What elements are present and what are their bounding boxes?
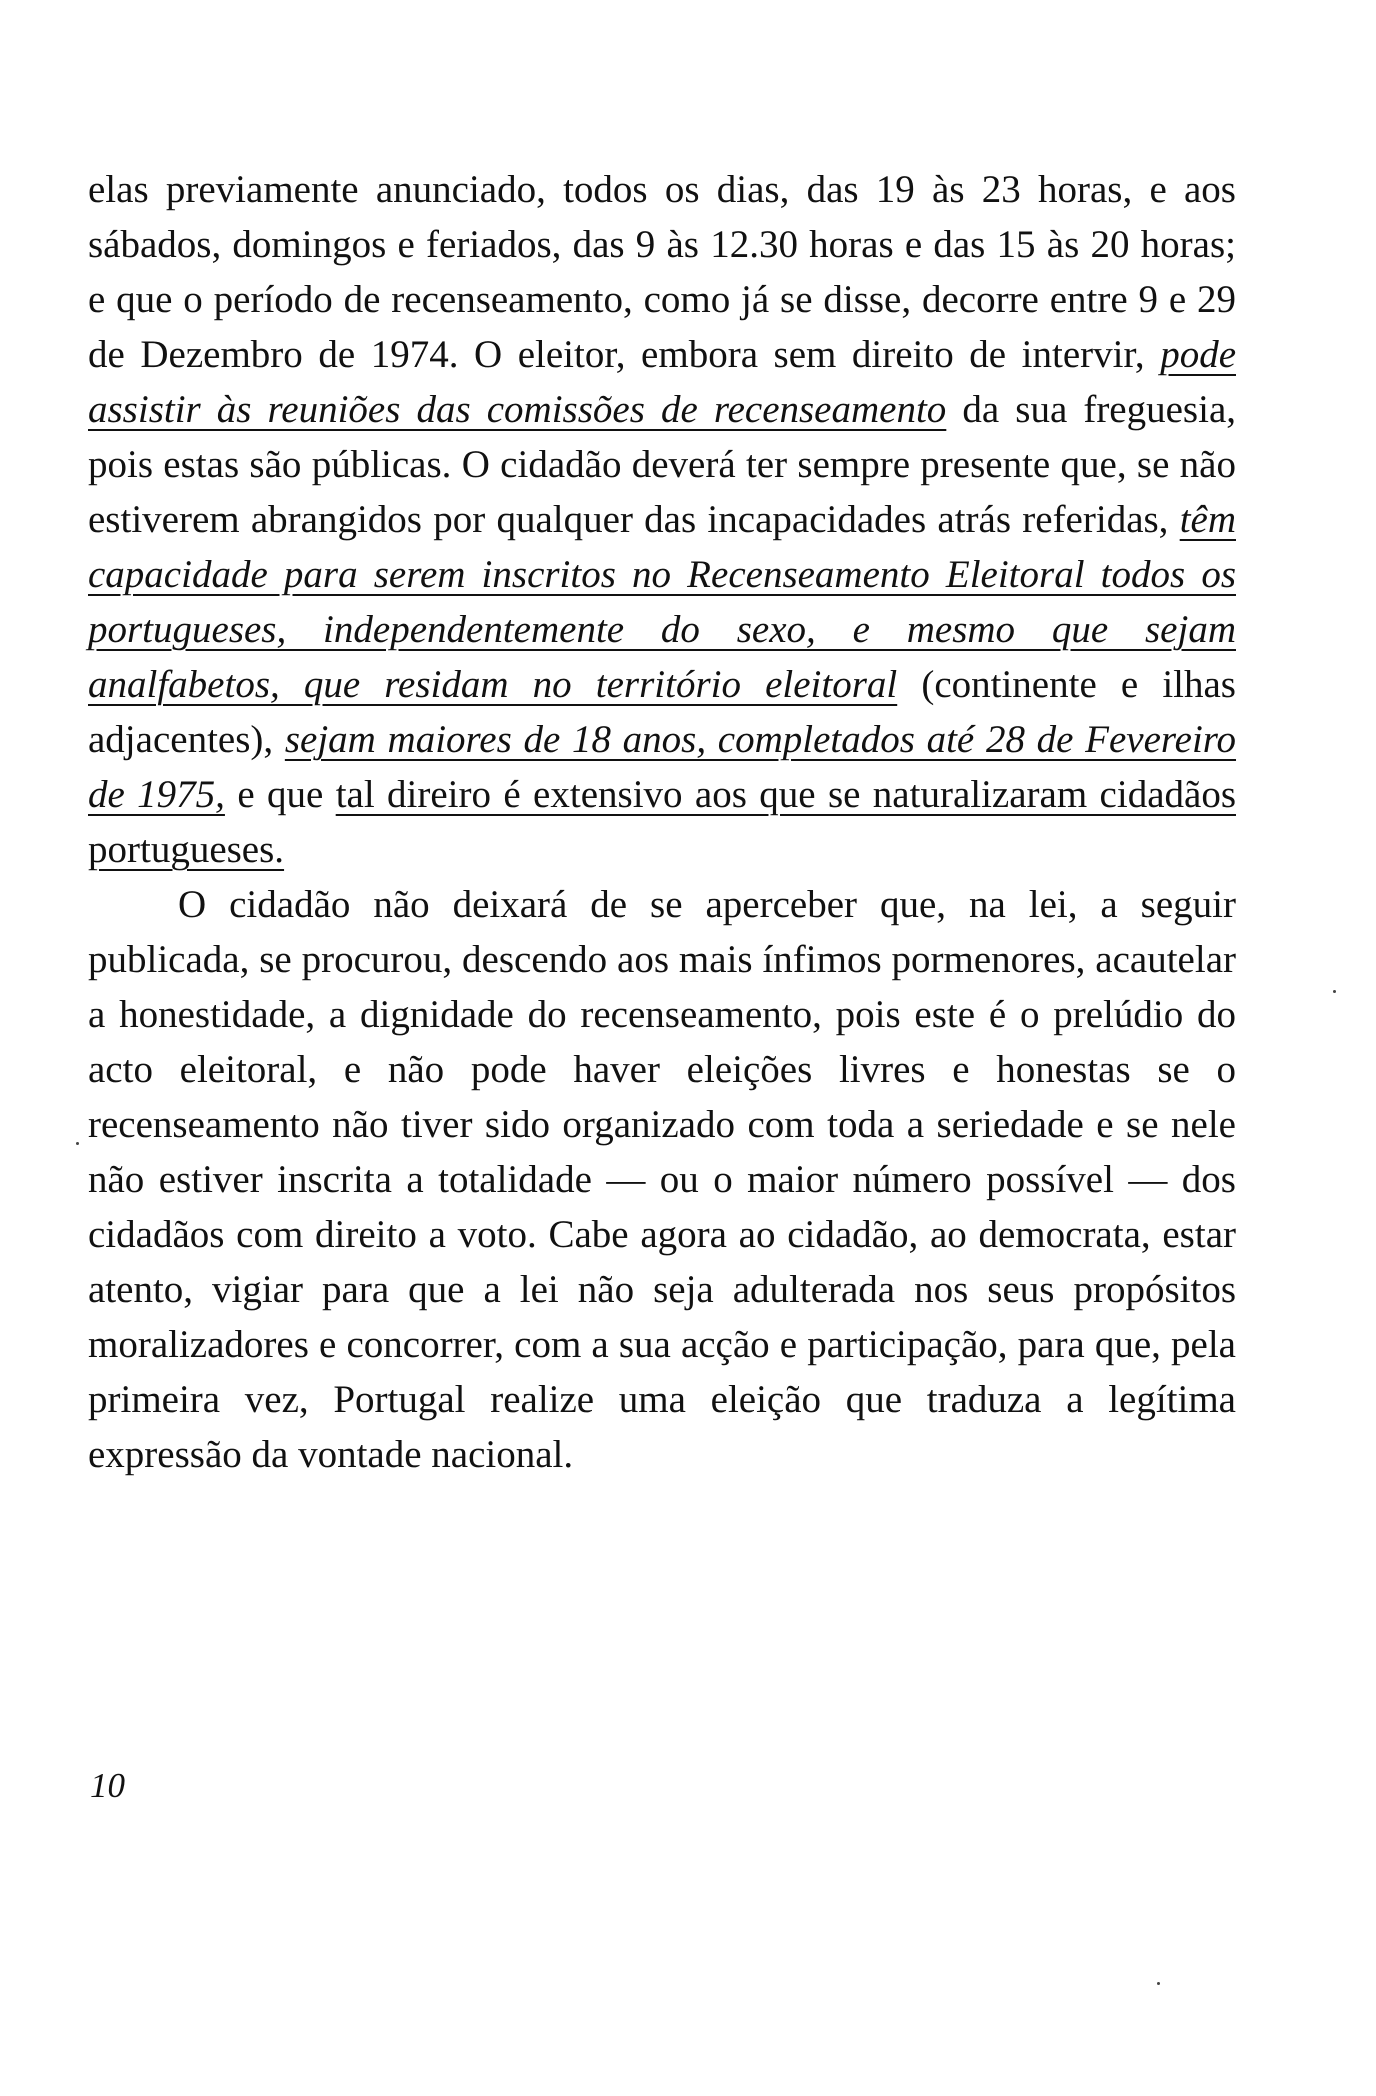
scan-speck xyxy=(1157,1982,1160,1985)
p1-emphasis-3: sejam maiores de 18 anos, completados até 28 de Fevereiro de 1975, xyxy=(88,718,1237,816)
paragraph-1 xyxy=(88,162,1236,877)
page-number: 10 xyxy=(90,1766,125,1805)
scan-speck xyxy=(76,1142,79,1145)
p1-underlined-text: tal direiro é extensivo aos que se naturalizaram cidadãos portugueses. xyxy=(88,773,1236,871)
p1-text-2: da sua freguesia, pois estas são públicas. O cidadão deverá ter sempre presente que, se não estiverem abrangidos por qualquer das incapacidades atrás referidas, xyxy=(88,388,1237,541)
p1-text-3: (continente e ilhas adjacentes), xyxy=(88,663,1236,761)
p1-emphasis-1: pode assistir às reuniões das comissões de recenseamento xyxy=(88,333,1236,431)
p1-text-4: e que xyxy=(224,773,336,816)
scan-speck xyxy=(1333,990,1336,993)
p1-emphasis-2: têm capacidade para serem inscritos no Recenseamento Eleitoral todos os portugueses, independentemente do sexo, e mesmo que sejam analfabetos, que residam no território eleitoral xyxy=(88,498,1236,706)
p1-text-1: elas previamente anunciado, todos os dias, das 19 às 23 horas, e aos sábados, domingos e feriados, das 9 às 12.30 horas e das 15 às 20 horas; e que o período de recenseamento, como já se disse, decorre entre 9 e 29 de Dezembro de 1974. O eleitor, embora sem direito de intervir, xyxy=(88,168,1236,376)
body-text xyxy=(88,162,1236,1482)
paragraph-2: O cidadão não deixará de se aperceber que, na lei, a seguir publicada, se procurou, descendo aos mais ínfimos pormenores, acautelar a honestidade, a dignidade do recenseamento, pois este é o prelúdio do acto eleitoral, e não pode haver eleições livres e honestas se o recenseamento não tiver sido organizado com toda a seriedade e se nele não estiver inscrita a totalidade — ou o maior número possível — dos cidadãos com direito a voto. Cabe agora ao cidadão, ao democrata, estar atento, vigiar para que a lei não seja adulterada nos seus propósitos moralizadores e concorrer, com a sua acção e participação, para que, pela primeira vez, Portugal realize uma eleição que traduza a legítima expressão da vontade nacional. xyxy=(88,883,1236,1476)
